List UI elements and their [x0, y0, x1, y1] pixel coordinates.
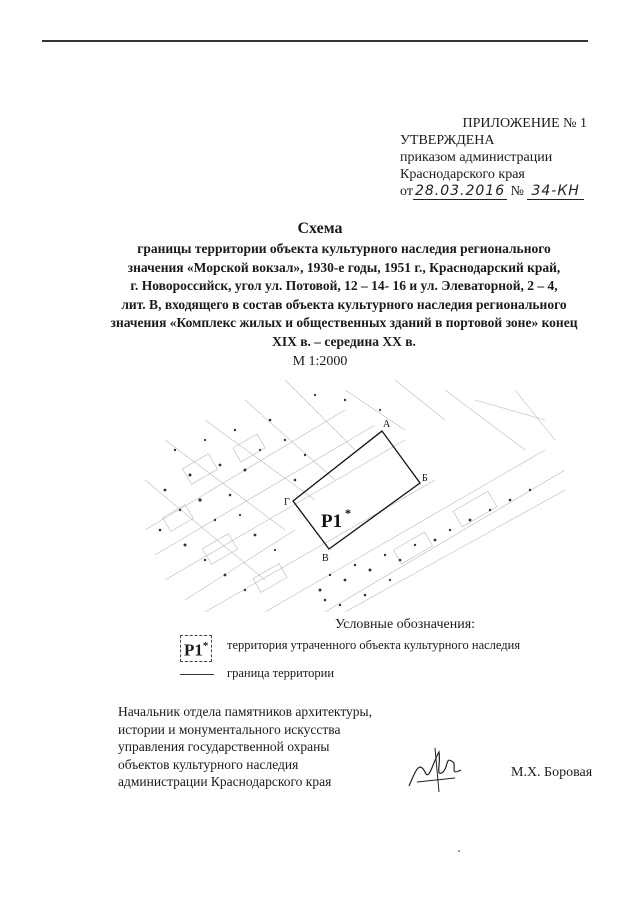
corner-g-label: Г — [284, 497, 290, 508]
subtitle-line: значения «Морской вокзал», 1930-е годы, 1951 г., Краснодарский край, — [127, 259, 561, 275]
legend-symbol-mark: * — [202, 640, 209, 652]
legend-symbol — [180, 635, 212, 662]
order-line-1: приказом администрации — [400, 150, 553, 165]
territory-map — [145, 380, 565, 612]
order-date-line — [400, 183, 587, 200]
corner-v-label: В — [322, 553, 329, 564]
subtitle-line: значения «Комплекс жилых и общественных зданий в портовой зоне» конец — [110, 315, 578, 331]
appendix-number: ПРИЛОЖЕНИЕ № 1 — [462, 116, 587, 131]
map-markers — [159, 394, 531, 606]
corner-a-label: А — [383, 419, 391, 430]
subtitle-line: XIX в. – середина XX в. — [272, 333, 416, 349]
from-prefix: от — [400, 184, 413, 199]
legend-boundary-line — [180, 674, 214, 675]
map-scale: М 1:2000 — [292, 354, 348, 369]
official-position — [118, 703, 372, 791]
legend-item-boundary: граница территории — [227, 666, 335, 680]
approved-label: УТВЕРЖДЕНА — [400, 133, 495, 148]
order-number: 34-КН — [527, 183, 583, 200]
legend-symbol-label: Р1 — [184, 640, 203, 660]
official-line: администрации Краснодарского края — [118, 774, 332, 789]
signature — [405, 742, 465, 794]
subtitle-line: г. Новороссийск, угол ул. Потовой, 12 – 14- 16 и ул. Элеваторной, 2 – 4, — [130, 278, 558, 294]
map-background — [145, 380, 565, 612]
area-mark: * — [345, 506, 351, 520]
subtitle-line: лит. В, входящего в состав объекта культурного наследия регионального — [121, 296, 567, 312]
top-rule — [42, 40, 588, 42]
official-line: истории и монументального искусства — [118, 721, 341, 737]
order-line-2: Краснодарского края — [400, 167, 525, 182]
number-prefix: № — [510, 184, 524, 199]
scan-speck — [458, 850, 460, 852]
legend-heading: Условные обозначения: — [335, 617, 476, 632]
official-line: объектов культурного наследия — [118, 756, 299, 772]
legend-item-lost-object: территория утраченного объекта культурного наследия — [227, 638, 521, 652]
area-label: Р1 — [321, 511, 343, 532]
subtitle-line: границы территории объекта культурного наследия регионального — [137, 241, 551, 256]
document-title: Схема — [297, 220, 343, 237]
official-line: Начальник отдела памятников архитектуры, — [118, 704, 372, 719]
order-date: 28.03.2016 — [414, 183, 506, 199]
corner-b-label: Б — [422, 473, 428, 484]
official-line: управления государственной охраны — [118, 739, 330, 754]
signer-name: М.Х. Боровая — [511, 765, 593, 780]
approval-stamp — [400, 115, 587, 200]
document-subtitle — [105, 240, 583, 352]
